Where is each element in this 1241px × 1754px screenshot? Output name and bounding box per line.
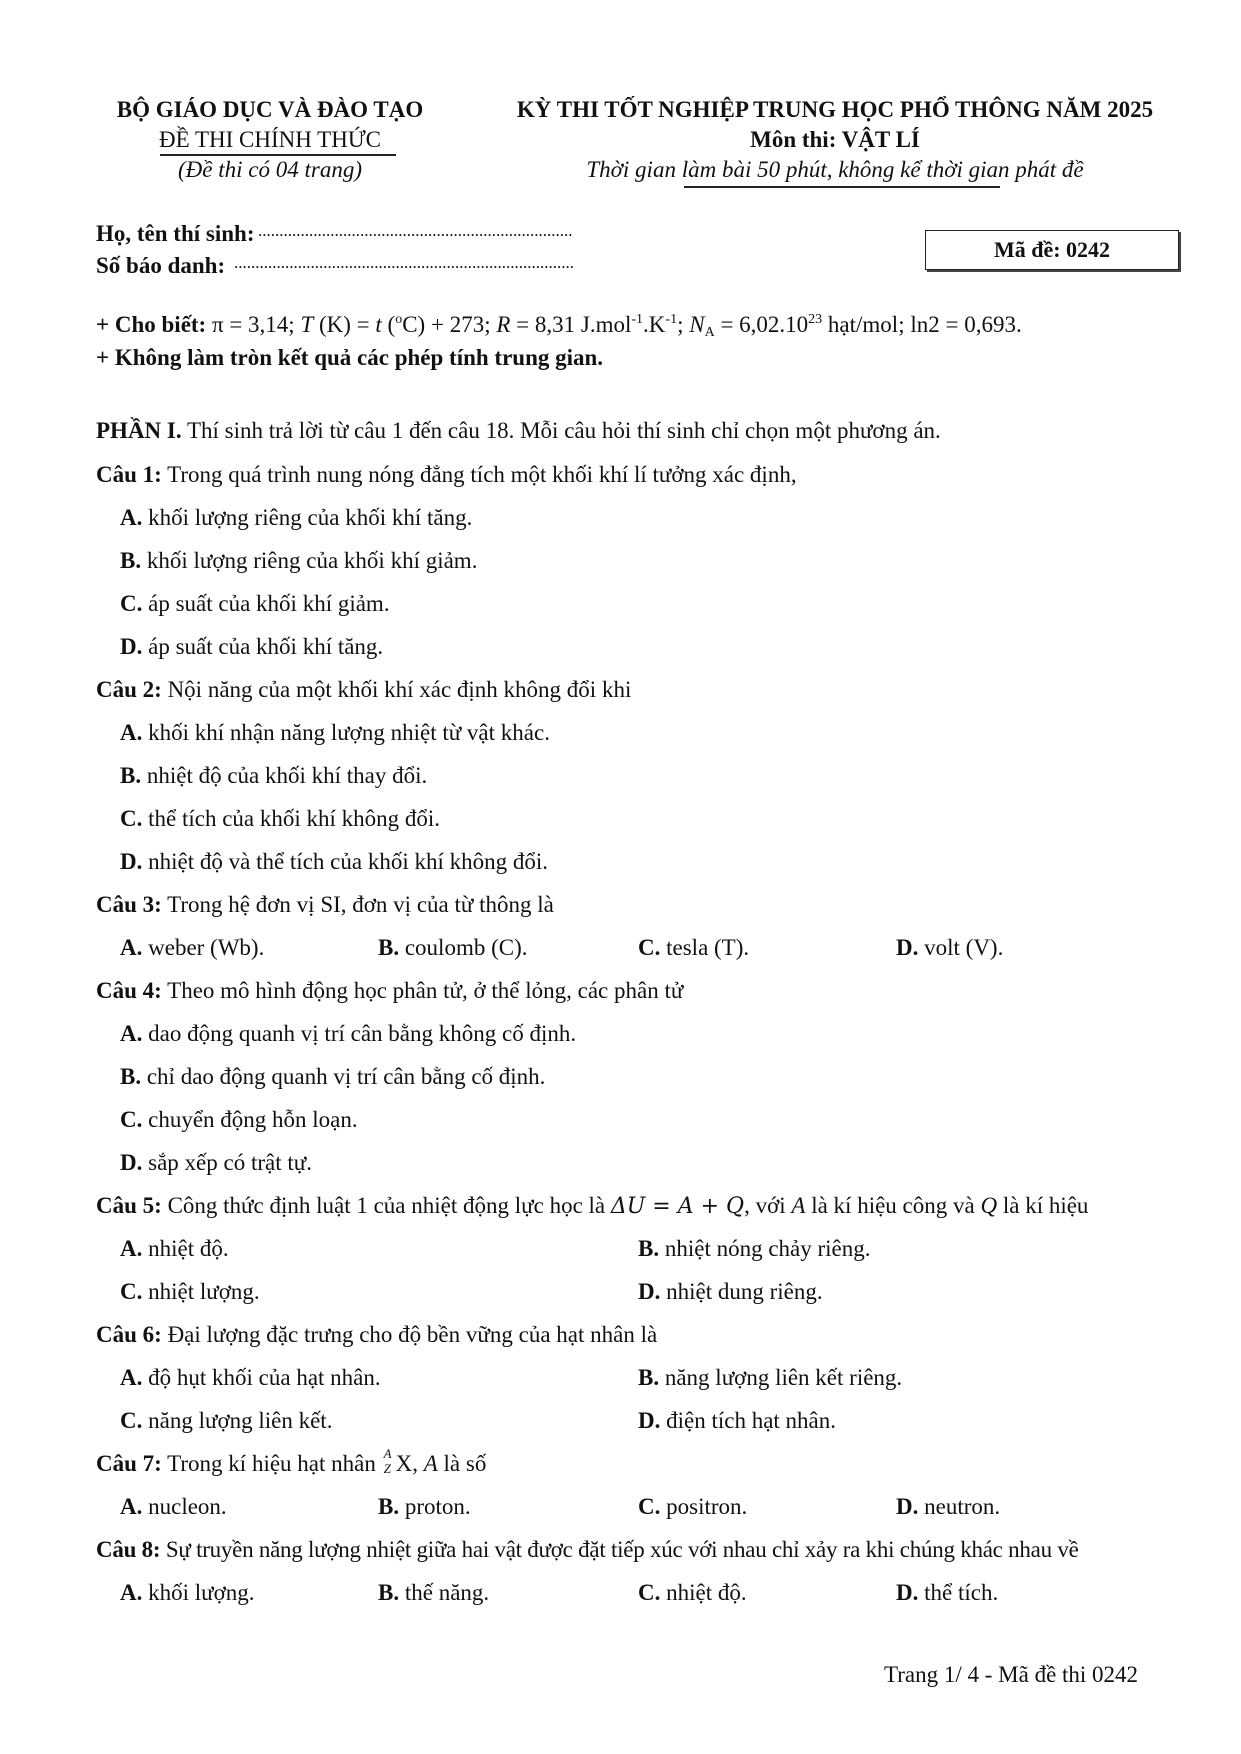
option-3c[interactable] [638,935,749,961]
option-6a[interactable] [120,1365,381,1391]
option-letter: D. [896,1494,919,1519]
option-6b[interactable] [638,1365,902,1391]
given-constants [96,312,1022,338]
option-text: nhiệt lượng. [148,1279,260,1304]
question-text: Sự truyền năng lượng nhiệt giữa hai vật được đặt tiếp xúc với nhau chỉ xảy ra khi chúng khác nhau về [165,1537,1079,1562]
option-letter: B. [120,548,142,573]
option-text: chuyển động hỗn loạn. [148,1107,358,1132]
question-label: Câu 4: [96,978,162,1003]
option-1a[interactable] [120,505,472,531]
question-text: Trong kí hiệu hạt nhân [167,1451,382,1476]
option-letter: C. [120,1107,143,1132]
option-2d[interactable] [120,849,548,875]
part1-instructions [96,418,941,444]
given-K: .K [643,312,666,337]
question-text: Theo mô hình động học phân tử, ở thể lỏng, các phân tử [167,978,684,1003]
question-text: Trong hệ đơn vị SI, đơn vị của từ thông là [167,892,554,917]
option-3a[interactable] [120,935,264,961]
part1-label: PHẦN I. [96,418,182,443]
question-text: , [412,1451,424,1476]
option-text: dao động quanh vị trí cân bằng không cố định. [148,1021,577,1046]
candidate-name-dots: .......................................................................... [258,221,573,240]
option-text: năng lượng liên kết riêng. [664,1365,903,1390]
option-text: nhiệt nóng chảy riêng. [664,1236,871,1261]
option-text: nucleon. [148,1494,227,1519]
option-8c[interactable] [638,1580,747,1606]
option-letter: D. [120,1150,143,1175]
given-t-symbol: t [375,312,382,337]
option-8b[interactable] [378,1580,489,1606]
given-NA-rest: = 6,02.10 [714,312,809,337]
option-text: volt (V). [924,935,1004,960]
question-text: là kí hiệu công và [805,1193,981,1218]
page-count-note: (Đề thi có 04 trang) [178,157,362,182]
exam-code: Mã đề: 0242 [993,237,1111,262]
question-label: Câu 3: [96,892,162,917]
given-NA-exp: 23 [808,312,823,327]
nuclide-notation [382,1446,396,1476]
option-text: khối lượng. [148,1580,255,1605]
option-text: khối lượng riêng của khối khí giảm. [146,548,478,573]
question-7 [96,1446,487,1477]
work-symbol: A [791,1193,806,1218]
option-text: thể tích của khối khí không đổi. [148,806,441,831]
option-text: neutron. [924,1494,1001,1519]
option-2c[interactable] [120,806,440,832]
exam-code-box [925,230,1179,270]
mass-number: A [383,1446,392,1461]
option-letter: A. [120,935,143,960]
option-letter: A. [120,505,143,530]
given-R-rest: = 8,31 J.mol [510,312,632,337]
option-1b[interactable] [120,548,477,574]
time-underline [684,186,1000,188]
given-exp1: -1 [631,312,644,327]
given-exp2: -1 [665,312,678,327]
option-text: coulomb (C). [404,935,528,960]
given-T-symbol: T [300,312,314,337]
question-text: Đại lượng đặc trưng cho độ bền vững của hạt nhân là [167,1322,658,1347]
option-text: độ hụt khối của hạt nhân. [148,1365,381,1390]
option-letter: A. [120,1494,143,1519]
option-letter: C. [638,1580,661,1605]
option-text: chỉ dao động quanh vị trí cân bằng cố định. [146,1064,546,1089]
option-5b[interactable] [638,1236,871,1262]
option-text: thế năng. [404,1580,490,1605]
question-3 [96,892,554,918]
question-6 [96,1322,657,1348]
option-letter: A. [120,1580,143,1605]
exam-title: KỲ THI TỐT NGHIỆP TRUNG HỌC PHỔ THÔNG NĂM 2025 [516,97,1154,122]
option-text: nhiệt độ. [148,1236,229,1261]
ministry-underline [160,154,396,156]
option-8a[interactable] [120,1580,255,1606]
question-text: , với [744,1193,792,1218]
option-letter: B. [638,1236,660,1261]
option-text: nhiệt độ của khối khí thay đổi. [146,763,428,788]
given-tail: hạt/mol; ln2 = 0,693. [822,312,1022,337]
question-text: là kí hiệu [997,1193,1089,1218]
time-note: Thời gian làm bài 50 phút, không kể thời gian phát đề [586,157,1084,182]
option-text: thể tích. [924,1580,999,1605]
option-4a[interactable] [120,1021,576,1047]
question-label: Câu 8: [96,1537,161,1562]
option-letter: B. [378,1580,400,1605]
option-1d[interactable] [120,634,383,660]
option-4b[interactable] [120,1064,545,1090]
option-text: năng lượng liên kết. [148,1408,333,1433]
given-R-symbol: R [496,312,511,337]
first-law-formula: ΔU = A + Q [610,1194,745,1219]
question-text: là số [437,1451,487,1476]
given-t-rest2: C) + 273; [402,312,491,337]
option-letter: D. [120,634,143,659]
option-letter: C. [120,591,143,616]
option-letter: A. [120,1021,143,1046]
part1-text: Thí sinh trả lời từ câu 1 đến câu 18. Mỗi câu hỏi thí sinh chỉ chọn một phương án. [186,418,941,443]
option-text: khối lượng riêng của khối khí tăng. [148,505,473,530]
option-letter: C. [120,1279,143,1304]
option-5c[interactable] [120,1279,260,1305]
option-1c[interactable] [120,591,390,617]
option-7c[interactable] [638,1494,747,1520]
option-letter: A. [120,1365,143,1390]
option-6d[interactable] [638,1408,836,1434]
nuclide-symbol: X [395,1451,413,1476]
option-letter: C. [638,935,661,960]
question-text: Công thức định luật 1 của nhiệt động lực học là [167,1193,611,1218]
option-letter: B. [378,935,400,960]
option-3d[interactable] [896,935,1003,961]
question-text: Nội năng của một khối khí xác định không đổi khi [167,677,632,702]
option-2b[interactable] [120,763,427,789]
option-letter: D. [896,1580,919,1605]
given-pi: π = 3,14; [211,312,295,337]
option-letter: B. [638,1365,660,1390]
given-semi: ; [677,312,684,337]
option-text: áp suất của khối khí tăng. [148,634,384,659]
option-3b[interactable] [378,935,528,961]
option-letter: D. [638,1279,661,1304]
given-prefix: + Cho biết: [96,312,207,337]
subject: Môn thi: VẬT LÍ [750,127,920,152]
option-text: proton. [404,1494,471,1519]
option-6c[interactable] [120,1408,332,1434]
question-text: Trong quá trình nung nóng đẳng tích một khối khí lí tưởng xác định, [167,462,797,487]
option-text: điện tích hạt nhân. [666,1408,837,1433]
option-letter: C. [638,1494,661,1519]
option-letter: D. [638,1408,661,1433]
option-letter: A. [120,720,143,745]
given-t-rest: ( [381,312,396,337]
question-label: Câu 5: [96,1193,162,1218]
option-7a[interactable] [120,1494,227,1520]
question-label: Câu 6: [96,1322,162,1347]
option-2a[interactable] [120,720,550,746]
option-text: áp suất của khối khí giảm. [148,591,390,616]
given-NA-sub: A [704,325,715,340]
ministry-name: BỘ GIÁO DỤC VÀ ĐÀO TẠO [116,97,424,122]
rounding-note: + Không làm tròn kết quả các phép tính trung gian. [96,345,604,370]
option-letter: A. [120,1236,143,1261]
question-1 [96,462,797,488]
option-7d[interactable] [896,1494,1000,1520]
option-text: nhiệt dung riêng. [666,1279,823,1304]
candidate-id-dots: ................................................................................ [234,253,574,272]
option-7b[interactable] [378,1494,471,1520]
option-text: khối khí nhận năng lượng nhiệt từ vật khác. [148,720,550,745]
question-label: Câu 7: [96,1451,162,1476]
option-text: nhiệt độ và thể tích của khối khí không đổi. [148,849,548,874]
given-degree: o [395,312,403,327]
question-5 [96,1193,1088,1219]
official-exam-label: ĐỀ THI CHÍNH THỨC [158,127,382,152]
option-5a[interactable] [120,1236,229,1262]
question-2 [96,677,631,703]
option-text: weber (Wb). [148,935,265,960]
option-letter: D. [896,935,919,960]
mass-number-symbol: A [423,1451,438,1476]
question-4 [96,978,683,1004]
heat-symbol: Q [980,1193,998,1218]
candidate-name-label: Họ, tên thí sinh: [96,221,255,246]
option-text: positron. [666,1494,748,1519]
option-8d[interactable] [896,1580,998,1606]
atomic-number: Z [383,1461,391,1476]
given-T-rest: (K) = [313,312,376,337]
page-footer: Trang 1/ 4 - Mã đề thi 0242 [884,1662,1139,1687]
option-letter: C. [120,1408,143,1433]
question-label: Câu 2: [96,677,162,702]
option-letter: B. [120,1064,142,1089]
option-4c[interactable] [120,1107,358,1133]
option-text: nhiệt độ. [666,1580,747,1605]
option-letter: C. [120,806,143,831]
question-8 [96,1537,1079,1563]
question-label: Câu 1: [96,462,162,487]
option-letter: B. [120,763,142,788]
option-4d[interactable] [120,1150,312,1176]
option-text: tesla (T). [666,935,750,960]
candidate-id-label: Số báo danh: [96,253,226,278]
option-letter: D. [120,849,143,874]
given-NA-symbol: N [689,312,705,337]
option-5d[interactable] [638,1279,823,1305]
option-text: sắp xếp có trật tự. [148,1150,312,1175]
option-letter: B. [378,1494,400,1519]
